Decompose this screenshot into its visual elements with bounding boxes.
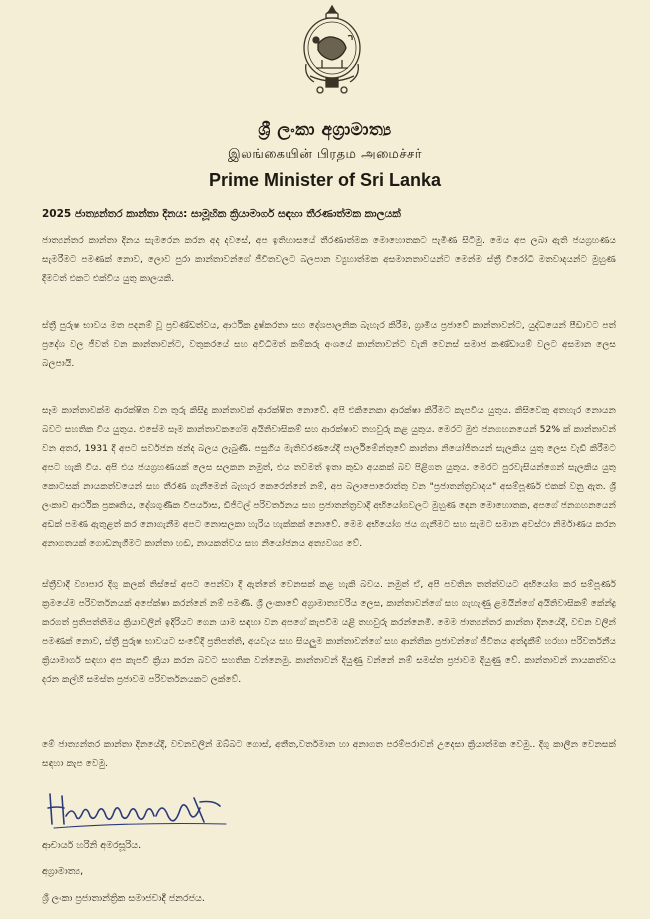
paragraph-3: සෑම කාන්තාවක්ම ආරක්ෂිත වන තුරු කිසිදු කාන්තාවක් ආරක්ෂිත නොවේ. අපි එකිනෙකා ආරක්ෂා කිරීමට කැපවිය යුතුය. කිසිවෙකු අතහැර නොයන බවට සහතික විය යුතුය. එසේම සෑම කාන්තාවකගේම අයිතිවාසිකම් සහ ආරක්ෂාව තහවුරු කළ යුතුය. මෙරට මුළු ජනගහනයෙන් 52% ක් කාන්තාවන් වන අතර, 1931 දී අපට සර්වජන ඡන්ද බලය ලැබුණි. පසුගිය මැතිවරණයේදී පාර්ලිමේන්තුවේ කාන්තා නියෝජිතයන් සැලකිය යුතු ලෙස වැඩි කිරීමට අපට හැකි විය. අපි එය ජයග්‍රහණයක් ලෙස සලකන නමුත්, එය තවමත් ඉතා කුඩා අයකක් බව පිළිගත යුතුය. මෙරට පුරවැසියන්ගෙන් සැලකිය යුතු කොටසක් නායකත්වයෙන් සහ තීරණ ගැනීමෙන් බැහැර කෙරෙන්නේ නම්, අප බලාපොරොත්තු වන "ප්‍රජාතන්ත්‍රවාදය" අසම්පූර්ණ එකක් වනු ඇත. ශ්‍රී ලංකාව ආර්ථික ප්‍රකෘතිය, දේශගුණික විපර්යාස, ඩිජිටල් පරිවර්තනය සහ ප්‍රජාතන්ත්‍රවාදී අභියෝගවලට මුහුණ දෙන මොහොතක, අපගේ ජනගහනයෙන් අඩක් පමණ ඇතුළත් කර නොගැනීම අපට නොසලකා හැරිය හැක්කක් නොවේ. මෙම අභියෝග ජය ගැනීමට සහ සැමට සමාන අවස්ථා නිර්මාණය කරන අනාගතයක් ගොඩනැගීමට කාන්තා හඬ, නායකත්වය සහ නියෝජනය අත්‍යවශ්‍ය වේ. bbox=[42, 405, 616, 549]
letterhead-title-sinhala: ශ්‍රී ලංකා අග්‍රාමාත්‍ය bbox=[258, 120, 392, 140]
letterhead-title-english: Prime Minister of Sri Lanka bbox=[208, 170, 442, 190]
paragraph-4: ස්ත්‍රීවාදී ව්‍යාපාර දිගු කලක් තිස්සේ අපට පෙන්වා දී ඇත්තේ වෙනසක් කළ හැකි බවය. නමුත් ඒ, අපි පවතින තත්ත්වයට අභියෝග කර සම්පූර්ණ ක්‍රමයේම පරිවර්තනයක් අපේක්ෂා කරන්නේ නම් පමණි. ශ්‍රී ලංකාවේ අග්‍රාමාත්‍යවරිය ලෙස, කාන්තාවන්ගේ සහ ගැහැණු ළමයින්ගේ අයිතිවාසිකම් කේන්ද්‍ර කරගත් ප්‍රතිපත්තිමය ක්‍රියාවලින් ඉදිරියට ගෙන යාම සඳහා වන අපගේ කැපවීම යළි තහවුරු කරන්නෙමි. මෙම ජාත්‍යන්තර කාන්තා දිනයේදී, වචන වලින් පමණක් නොව, ස්ත්‍රී පුරුෂ භාවයට සංවේදී ප්‍රතිපත්ති, අයවැය සහ සියලුම කාන්තාවන්ගේ සහ ආන්තික ප්‍රජාවන්ගේ ජීවිතය අත්දැකීම් හරහා පරිවර්තනීය ක්‍රියාමාර්ග සඳහා අප කැපවී ක්‍රියා කරන බවට සහතික වන්නෙමු. කාන්තාවන් දියුණු වන්නේ නම් සමස්ත ප්‍රජාවම දියුණු වේ. කාන්තාවන් නායකත්වය දරන කල්හි සමස්ත ප්‍රජාවම පරිවර්තනයකට ලක්වේ. bbox=[42, 579, 616, 685]
letterhead-title-tamil: இலங்கையின் பிரதம அமைச்சர் bbox=[227, 147, 423, 162]
signatory-country: ශ්‍රී ලංකා ප්‍රජාතාන්ත්‍රික සමාජවාදී ජනරජය. bbox=[42, 893, 205, 904]
sri-lanka-emblem-icon bbox=[296, 4, 368, 96]
signatory-title: අග්‍රාමාත්‍ය, bbox=[42, 866, 84, 877]
paragraph-5: මේ ජාත්‍යන්තර කාන්තා දිනයේදී, වචනවලින් ඔබ්බට ගොස්, අතීත,වර්තමාන හා අනාගත පරම්පරාවන් උදෙසා ක්‍රියාත්මක වෙමු.. දිගු කාලීන වෙනසක් සඳහා කැප වෙමු. bbox=[42, 739, 616, 769]
paragraph-2: ස්ත්‍රී පුරුෂ භාවය මත පදනම් වූ ප්‍රචණ්ඩත්වය, ආර්ථික දුෂ්කරතා සහ දේශපාලනික බැහැර කිරීම, ග්‍රාමීය ප්‍රජාවේ කාන්තාවන්ට, යුද්ධයෙන් පීඩාවට පත් ප්‍රදේශ වල ජීවත් වන කාන්තාවන්ට, වතුකරයේ සහ අවිධිමත් කම්කරු අංශයේ කාන්තාවන්ට වැනි වෙනස් සමාජ කණ්ඩායම් වලට අසමාන ලෙස බලපායි. bbox=[42, 320, 616, 369]
subject-heading: 2025 ජාත්‍යන්තර කාන්තා දිනය: සාමූහික ක්‍රියාමාර්ග සඳහා තීරණාත්මක කාලයක් bbox=[42, 208, 401, 220]
handwritten-signature bbox=[44, 788, 230, 834]
signatory-name: ආචාර්ය හරිනි අමරසූරිය. bbox=[42, 840, 142, 851]
paragraph-1: ජාත්‍යන්තර කාන්තා දිනය සැමරෙන කරන අද දවසේ, අප ඉතිහාසයේ තීරණාත්මක මොහොතකට පැමිණ සිටිමු. මෙය අප ලබා ඇති ජයග්‍රහණය සැමරීමට පමණක් නොව, ලොව පුරා කාන්තාවන්ගේ ජීවිතවලට බලපාන ව්‍යුහාත්මක අසමානතාවයන්ට මෙන්ම ස්ත්‍රී විරෝධී මතවාදයන්ට මුහුණ දීමටත් එකට එක්විය යුතු කාලයකි. bbox=[42, 235, 616, 284]
